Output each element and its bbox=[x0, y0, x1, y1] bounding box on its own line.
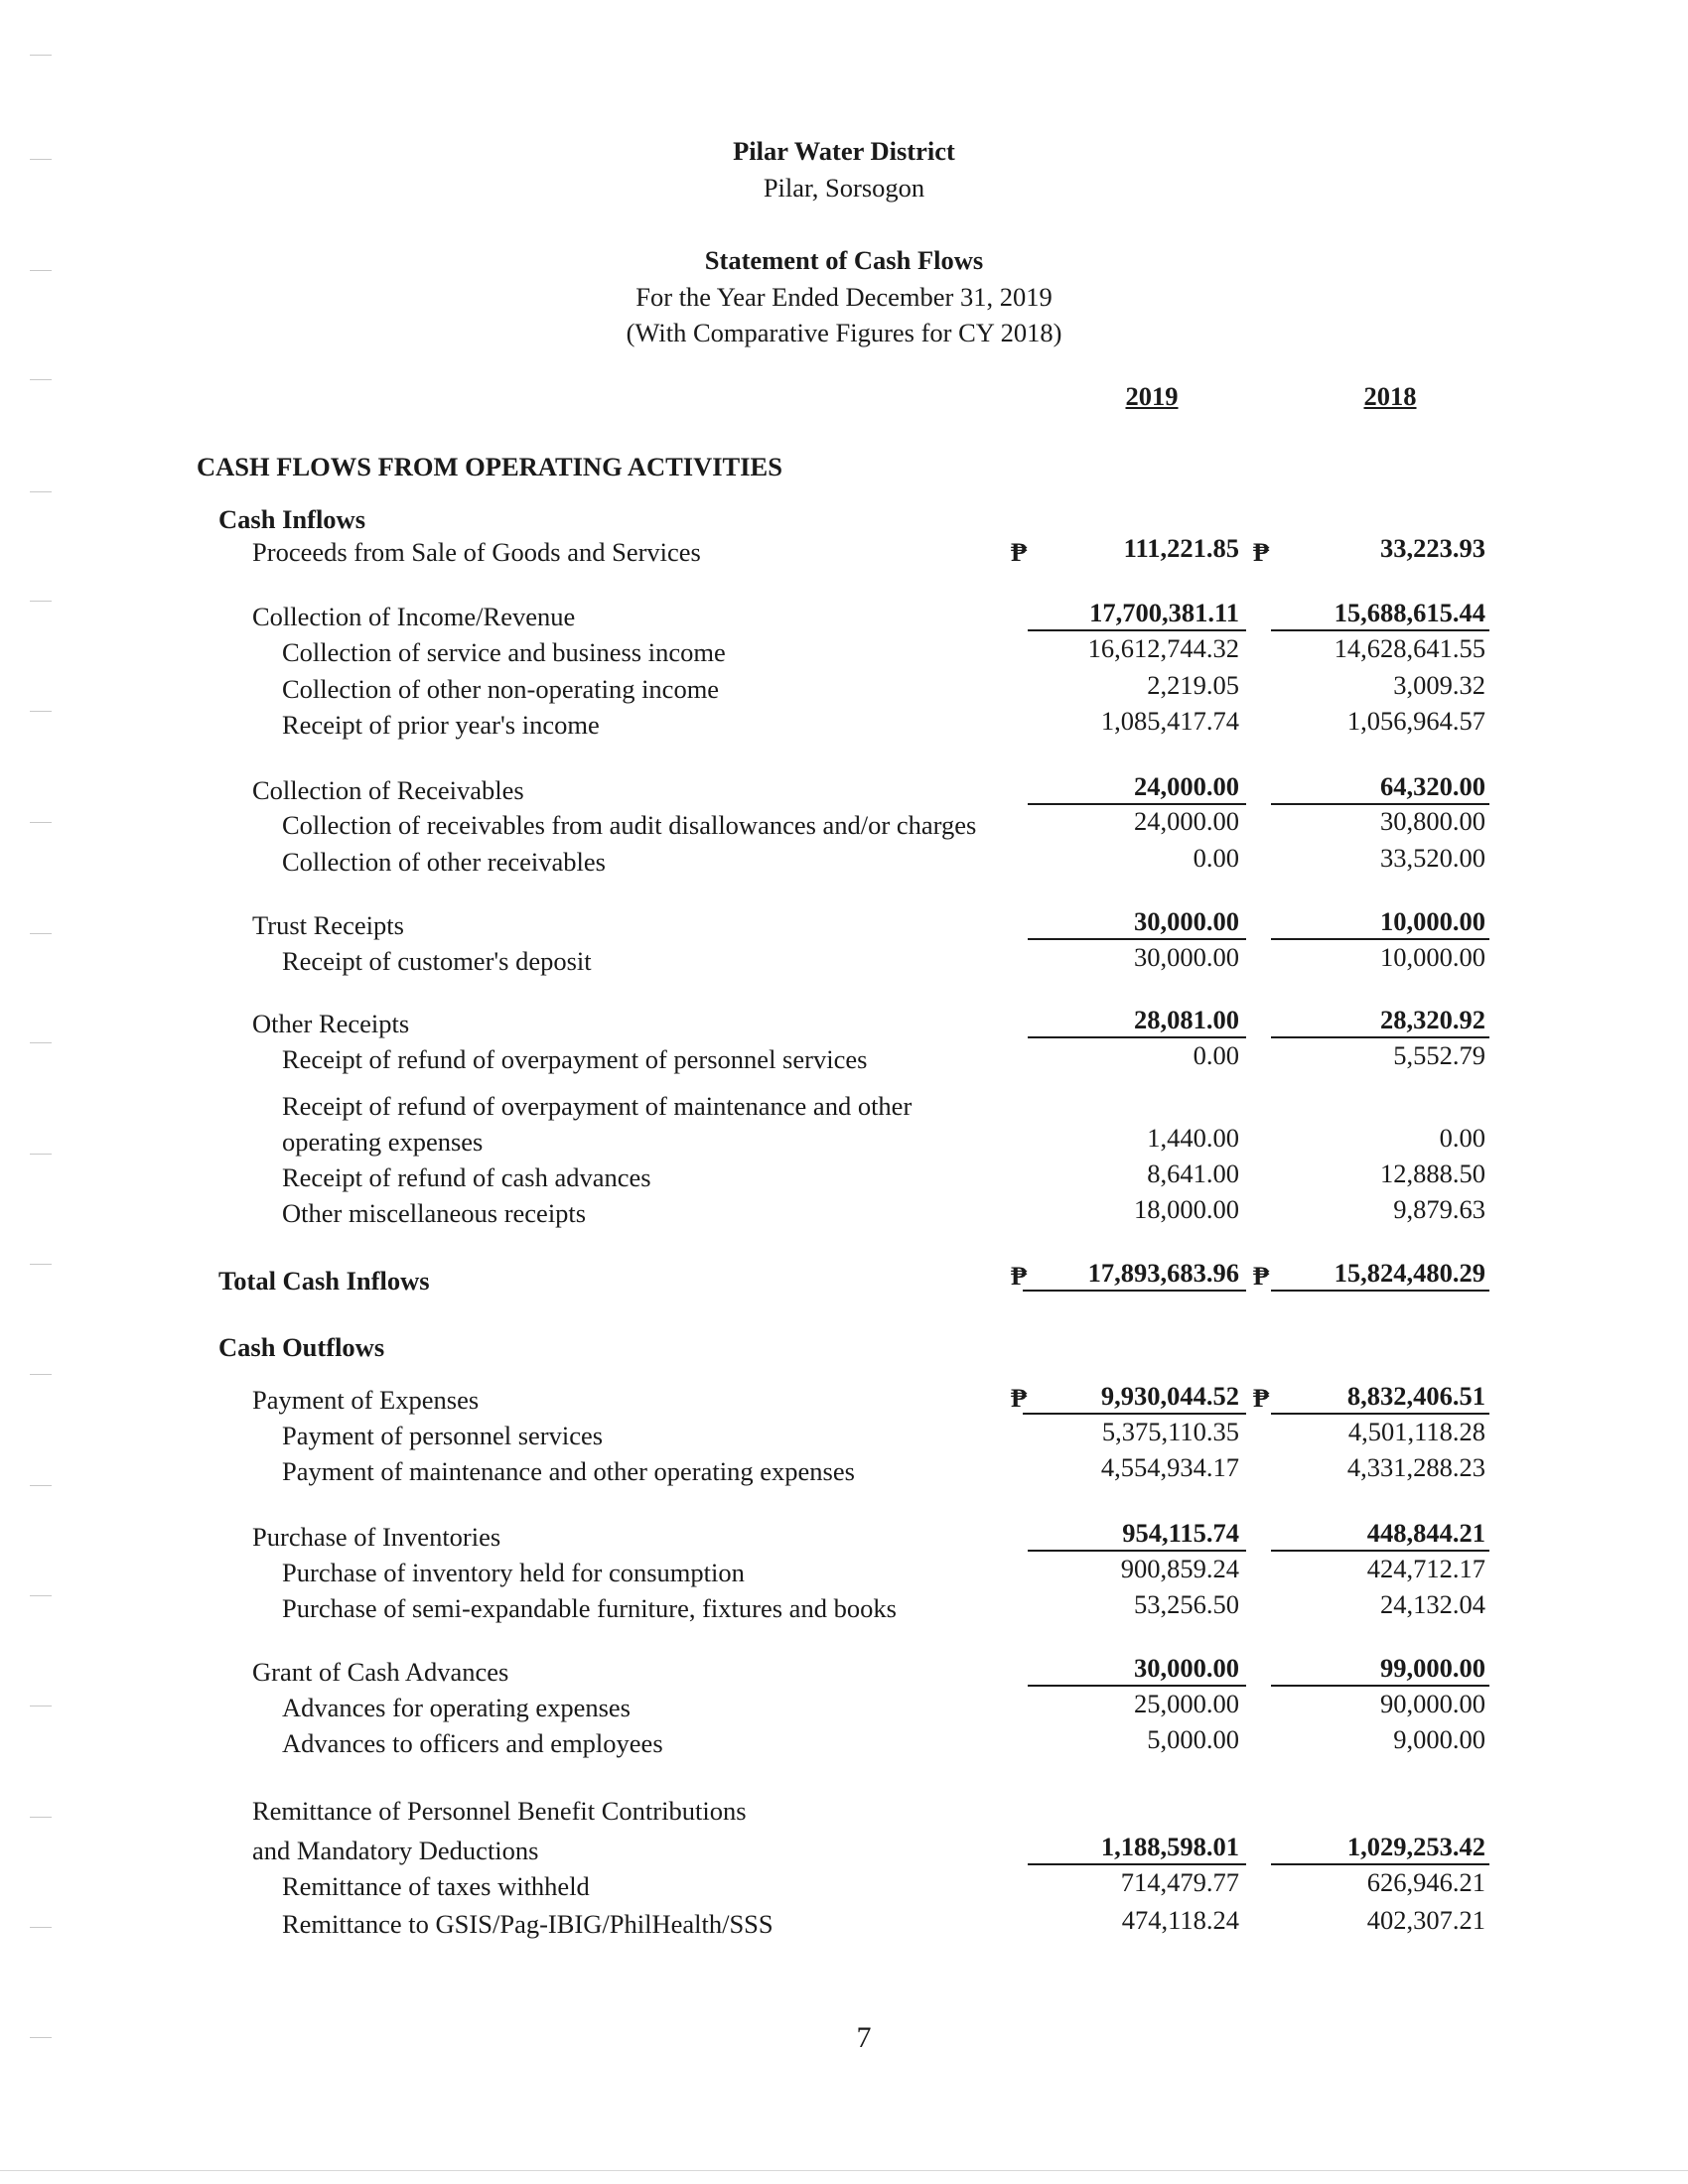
amount-2019: 24,000.00 bbox=[1134, 806, 1239, 836]
amount-2019: 5,375,110.35 bbox=[1101, 1417, 1239, 1446]
subtotal-rule bbox=[1028, 1685, 1246, 1687]
org-name: Pilar Water District bbox=[733, 136, 955, 166]
amount-2018: 5,552.79 bbox=[1393, 1040, 1485, 1070]
line-item-label: Proceeds from Sale of Goods and Services bbox=[252, 537, 701, 567]
line-item-label: Receipt of refund of cash advances bbox=[282, 1162, 651, 1192]
line-item-label: Advances for operating expenses bbox=[282, 1693, 631, 1722]
amount-2019: 900,859.24 bbox=[1120, 1554, 1239, 1583]
group-label: Payment of Expenses bbox=[252, 1385, 480, 1415]
amount-2019: 111,221.85 bbox=[1123, 533, 1239, 563]
amount-2018: 424,712.17 bbox=[1366, 1554, 1485, 1583]
peso-sign: ₱ bbox=[1253, 1261, 1270, 1291]
statement-period: For the Year Ended December 31, 2019 bbox=[635, 282, 1053, 312]
line-item-label: Collection of service and business income bbox=[282, 637, 726, 667]
line-item-label: Remittance of taxes withheld bbox=[282, 1871, 590, 1901]
subtotal-rule bbox=[1271, 1550, 1489, 1552]
total-2018: 15,824,480.29 bbox=[1334, 1258, 1485, 1288]
amount-2019: 714,479.77 bbox=[1120, 1867, 1239, 1897]
subtotal-rule bbox=[1271, 1863, 1489, 1865]
subtotal-rule bbox=[1028, 1863, 1246, 1865]
amount-2019: 5,000.00 bbox=[1147, 1724, 1239, 1754]
group-label: Collection of Receivables bbox=[252, 775, 524, 805]
subtotal-2018: 8,832,406.51 bbox=[1346, 1381, 1485, 1411]
subtotal-rule bbox=[1271, 629, 1489, 631]
line-item-label: Receipt of customer's deposit bbox=[282, 946, 592, 976]
peso-sign: ₱ bbox=[1011, 1261, 1028, 1291]
subtotal-2018: 28,320.92 bbox=[1380, 1005, 1485, 1034]
amount-2019: 16,612,744.32 bbox=[1087, 633, 1239, 663]
line-item-label: Purchase of semi-expandable furniture, fixtures and books bbox=[282, 1593, 897, 1623]
line-item-label: Purchase of inventory held for consumption bbox=[282, 1558, 745, 1587]
comparative-note: (With Comparative Figures for CY 2018) bbox=[626, 318, 1062, 347]
subtotal-rule bbox=[1023, 1413, 1246, 1415]
line-item-label: Other miscellaneous receipts bbox=[282, 1198, 587, 1228]
subtotal-2019: 9,930,044.52 bbox=[1100, 1381, 1239, 1411]
peso-sign: ₱ bbox=[1011, 1383, 1028, 1413]
cash-inflows-heading: Cash Inflows bbox=[218, 504, 366, 534]
subtotal-2018: 1,029,253.42 bbox=[1346, 1832, 1485, 1861]
subtotal-2019: 28,081.00 bbox=[1134, 1005, 1239, 1034]
group-label-continued: and Mandatory Deductions bbox=[252, 1836, 539, 1865]
subtotal-2019: 30,000.00 bbox=[1134, 1653, 1239, 1683]
total-rule bbox=[1271, 1290, 1489, 1292]
amount-2019: 4,554,934.17 bbox=[1100, 1452, 1239, 1482]
line-item-label: Receipt of prior year's income bbox=[282, 710, 600, 740]
amount-2018: 4,331,288.23 bbox=[1346, 1452, 1485, 1482]
amount-2018: 0.00 bbox=[1439, 1123, 1485, 1153]
amount-2019: 1,440.00 bbox=[1147, 1123, 1239, 1153]
amount-2019: 8,641.00 bbox=[1147, 1159, 1239, 1188]
column-header-2018: 2018 bbox=[1363, 381, 1417, 411]
subtotal-2018: 64,320.00 bbox=[1380, 771, 1485, 801]
subtotal-2019: 1,188,598.01 bbox=[1100, 1832, 1239, 1861]
line-item-label: Receipt of refund of overpayment of personnel services bbox=[282, 1044, 868, 1074]
amount-2019: 53,256.50 bbox=[1134, 1589, 1239, 1619]
amount-2018: 402,307.21 bbox=[1366, 1905, 1485, 1935]
amount-2019: 0.00 bbox=[1193, 843, 1239, 873]
amount-2019: 1,085,417.74 bbox=[1100, 706, 1239, 736]
amount-2018: 24,132.04 bbox=[1380, 1589, 1485, 1619]
subtotal-rule bbox=[1271, 938, 1489, 940]
line-item-label: Payment of personnel services bbox=[282, 1421, 604, 1450]
subtotal-rule bbox=[1271, 1036, 1489, 1038]
amount-2018: 3,009.32 bbox=[1393, 670, 1485, 700]
subtotal-rule bbox=[1271, 1685, 1489, 1687]
page-number: 7 bbox=[856, 2021, 872, 2054]
amount-2018: 14,628,641.55 bbox=[1334, 633, 1485, 663]
subtotal-2019: 17,700,381.11 bbox=[1089, 598, 1239, 627]
amount-2019: 30,000.00 bbox=[1134, 942, 1239, 972]
amount-2019: 0.00 bbox=[1193, 1040, 1239, 1070]
group-label: Remittance of Personnel Benefit Contributions bbox=[252, 1796, 747, 1826]
amount-2018: 626,946.21 bbox=[1366, 1867, 1485, 1897]
amount-2019: 474,118.24 bbox=[1121, 1905, 1239, 1935]
statement-title: Statement of Cash Flows bbox=[704, 245, 984, 275]
amount-2018: 9,000.00 bbox=[1393, 1724, 1485, 1754]
group-label: Purchase of Inventories bbox=[252, 1522, 501, 1552]
amount-2018: 12,888.50 bbox=[1380, 1159, 1485, 1188]
line-item-label-continued: operating expenses bbox=[282, 1127, 484, 1157]
subtotal-rule bbox=[1028, 938, 1246, 940]
section-heading-operating: CASH FLOWS FROM OPERATING ACTIVITIES bbox=[197, 452, 782, 481]
cash-outflows-heading: Cash Outflows bbox=[218, 1332, 385, 1362]
amount-2018: 1,056,964.57 bbox=[1346, 706, 1485, 736]
line-item-label: Collection of receivables from audit disallowances and/or charges bbox=[282, 810, 977, 840]
subtotal-rule bbox=[1028, 629, 1246, 631]
amount-2018: 9,879.63 bbox=[1393, 1194, 1485, 1224]
amount-2018: 10,000.00 bbox=[1380, 942, 1485, 972]
amount-2018: 4,501,118.28 bbox=[1347, 1417, 1485, 1446]
subtotal-2018: 15,688,615.44 bbox=[1334, 598, 1485, 627]
subtotal-2018: 99,000.00 bbox=[1380, 1653, 1485, 1683]
amount-2019: 18,000.00 bbox=[1134, 1194, 1239, 1224]
amount-2018: 90,000.00 bbox=[1380, 1689, 1485, 1718]
peso-sign: ₱ bbox=[1011, 537, 1028, 567]
amount-2018: 33,520.00 bbox=[1380, 843, 1485, 873]
peso-sign: ₱ bbox=[1253, 1383, 1270, 1413]
line-item-label: Receipt of refund of overpayment of maintenance and other bbox=[282, 1091, 913, 1121]
line-item-label: Collection of other non-operating income bbox=[282, 674, 720, 704]
subtotal-2019: 30,000.00 bbox=[1134, 906, 1239, 936]
amount-2019: 25,000.00 bbox=[1134, 1689, 1239, 1718]
subtotal-rule bbox=[1028, 1036, 1246, 1038]
amount-2018: 30,800.00 bbox=[1380, 806, 1485, 836]
line-item-label: Collection of other receivables bbox=[282, 847, 606, 877]
subtotal-2019: 954,115.74 bbox=[1122, 1518, 1239, 1548]
group-label: Grant of Cash Advances bbox=[252, 1657, 509, 1687]
subtotal-rule bbox=[1271, 1413, 1489, 1415]
amount-2019: 2,219.05 bbox=[1147, 670, 1239, 700]
line-item-label: Remittance to GSIS/Pag-IBIG/PhilHealth/SSS bbox=[282, 1909, 774, 1939]
subtotal-rule bbox=[1271, 803, 1489, 805]
amount-2018: 33,223.93 bbox=[1380, 533, 1485, 563]
peso-sign: ₱ bbox=[1253, 537, 1270, 567]
group-label: Trust Receipts bbox=[252, 910, 404, 940]
line-item-label: Advances to officers and employees bbox=[282, 1728, 663, 1758]
org-location: Pilar, Sorsogon bbox=[763, 173, 925, 203]
subtotal-2018: 10,000.00 bbox=[1380, 906, 1485, 936]
group-label: Other Receipts bbox=[252, 1009, 410, 1038]
subtotal-rule bbox=[1028, 1550, 1246, 1552]
subtotal-rule bbox=[1028, 803, 1246, 805]
line-item-label: Payment of maintenance and other operating expenses bbox=[282, 1456, 855, 1486]
group-label: Collection of Income/Revenue bbox=[252, 602, 576, 631]
subtotal-2018: 448,844.21 bbox=[1366, 1518, 1485, 1548]
subtotal-2019: 24,000.00 bbox=[1134, 771, 1239, 801]
total-rule bbox=[1023, 1290, 1246, 1292]
column-header-2019: 2019 bbox=[1125, 381, 1179, 411]
total-2019: 17,893,683.96 bbox=[1087, 1258, 1239, 1288]
total-label: Total Cash Inflows bbox=[218, 1266, 430, 1296]
